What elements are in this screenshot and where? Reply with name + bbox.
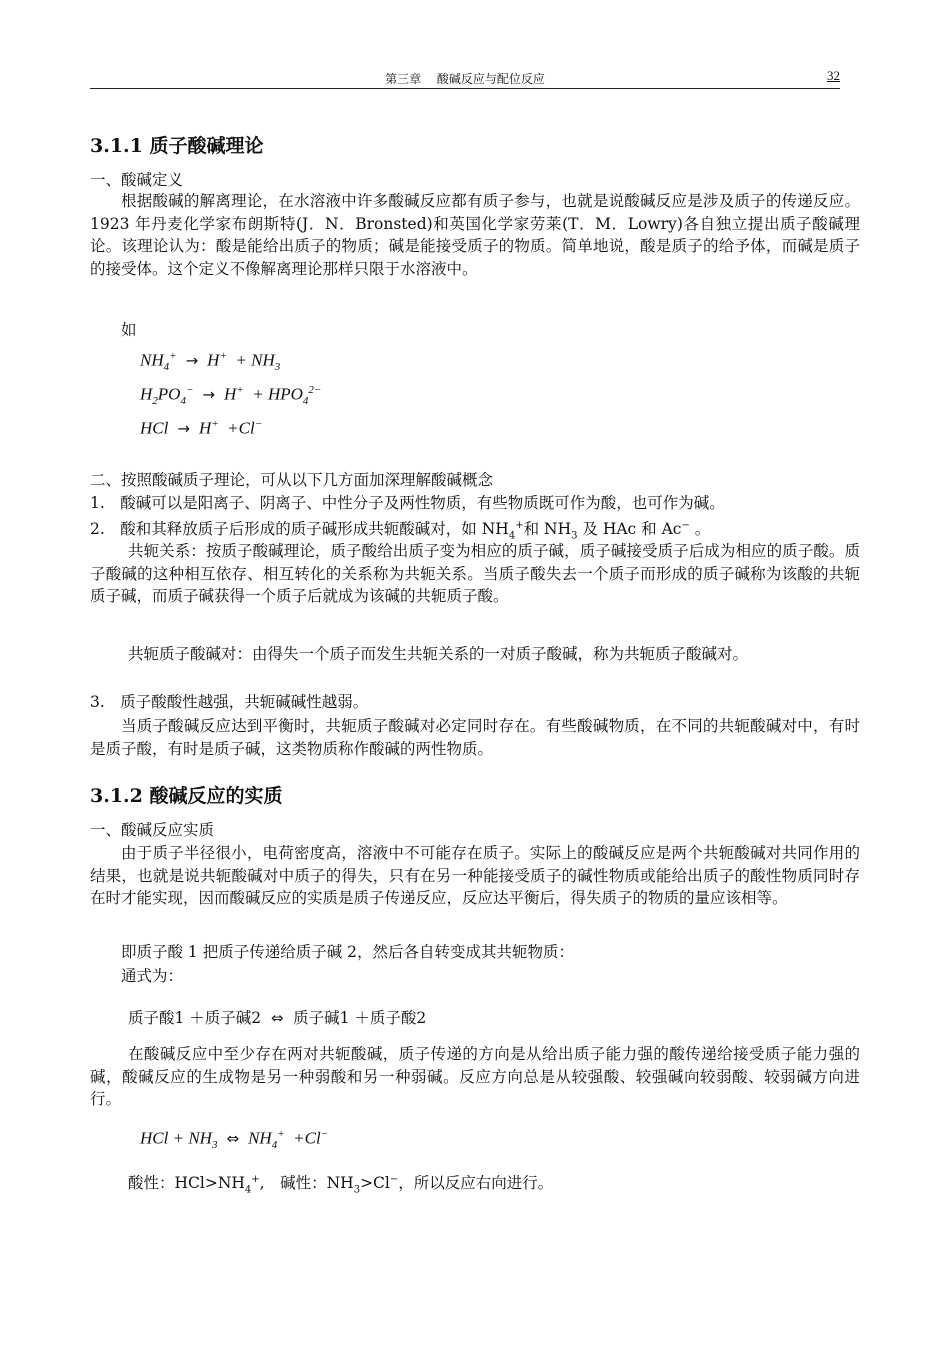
paragraph-amphoteric: 当质子酸碱反应达到平衡时，共轭质子酸碱对必定同时存在。有些酸碱物质，在不同的共轭酸碱对中，有时是质子酸，有时是质子碱，这类物质称作酸碱的两性物质。	[90, 717, 860, 758]
chapter-title: 第三章 酸碱反应与配位反应	[385, 72, 545, 86]
general-formula-label: 通式为：	[121, 967, 184, 985]
subheading-acid-base-definition: 一、酸碱定义	[90, 171, 184, 189]
equilibrium-arrow-icon: ⇔	[266, 1009, 289, 1027]
page-number: 32	[827, 68, 840, 83]
example-label: 如	[121, 321, 137, 339]
subheading-reaction-essence: 一、酸碱反应实质	[90, 821, 215, 839]
list-item-3: 3. 质子酸酸性越强，共轭碱碱性越弱。	[90, 693, 369, 711]
section-heading-3-1-1: 3.1.1 质子酸碱理论	[90, 135, 264, 157]
subheading-understanding: 二、按照酸碱质子理论，可从以下几方面加深理解酸碱概念	[90, 471, 494, 489]
equation-hcl-nh3: HCl + $NH_3$ ⇔ $NH_4^+ +Cl^-$	[140, 1128, 329, 1152]
paragraph-conjugate-relation: 共轭关系：按质子酸碱理论，质子酸给出质子变为相应的质子碱，质子碱接受质子后成为相应的质子酸。质子酸碱的这种相互依存、相互转化的关系称为共轭关系。当质子酸失去一个质子而形成的质子碱称为该酸的共轭质子碱，而质子碱获得一个质子后就成为该碱的共轭质子酸。	[90, 542, 860, 605]
paragraph-essence: 由于质子半径很小，电荷密度高，溶液中不可能存在质子。实际上的酸碱反应是两个共轭酸碱对共同作用的结果，也就是说共轭酸碱对中质子的得失，只有在另一种能接受质子的碱性物质或能给出质子的酸性物质同时存在时才能实现，因而酸碱反应的实质是质子传递反应，反应达平衡后，得失质子的物质的量应该相等。	[90, 844, 860, 907]
equation-hcl: HCl → H+ +Cl−	[140, 418, 263, 438]
paragraph-definition: 根据酸碱的解离理论，在水溶液中许多酸碱反应都有质子参与，也就是说酸碱反应是涉及质子的传递反应。1923 年丹麦化学家布朗斯特(J．N．Bronsted)和英国化学家劳莱(T．M．Lowry)各自独立提出质子酸碱理论。该理论认为：酸是能给出质子的物质；碱是能接受质子的物质。简单地说，酸是质子的给予体，而碱是质子的接受体。这个定义不像解离理论那样只限于水溶液中。	[90, 192, 860, 278]
paragraph-proton-transfer: 即质子酸 1 把质子传递给质子碱 2，然后各自转变成其共轭物质：	[121, 943, 575, 961]
running-header	[90, 68, 840, 88]
list-item-2: 2. 酸和其释放质子后形成的质子碱形成共轭酸碱对，如 $NH_4^+$和 $NH_3$ 及 HAc 和 Ac− 。	[90, 520, 711, 542]
section-heading-3-1-2: 3.1.2 酸碱反应的实质	[90, 785, 283, 807]
general-equation: 质子酸1 ＋质子碱2 ⇔ 质子碱1 ＋质子酸2	[128, 1009, 427, 1027]
header-rule	[90, 88, 840, 89]
list-item-1: 1. 酸碱可以是阳离子、阴离子、中性分子及两性物质，有些物质既可作为酸，也可作为碱。	[90, 494, 725, 512]
equation-nh4: $NH_4^+ \to H^+ + NH_3$	[140, 350, 281, 374]
equation-h2po4: $H_2PO_4^- \to H^+ + HPO_4^{2-}$	[140, 384, 322, 408]
conclusion-line: 酸性：$HCl>NH_4^+$, 碱性：$NH_3>Cl^-$，所以反应右向进行。	[128, 1174, 554, 1196]
paragraph-direction: 在酸碱反应中至少存在两对共轭酸碱，质子传递的方向是从给出质子能力强的酸传递给接受质子能力强的碱，酸碱反应的生成物是另一种弱酸和另一种弱碱。反应方向总是从较强酸、较强碱向较弱酸、较弱碱方向进行。	[90, 1045, 860, 1108]
paragraph-conjugate-pair: 共轭质子酸碱对：由得失一个质子而发生共轭关系的一对质子酸碱，称为共轭质子酸碱对。	[128, 645, 749, 663]
